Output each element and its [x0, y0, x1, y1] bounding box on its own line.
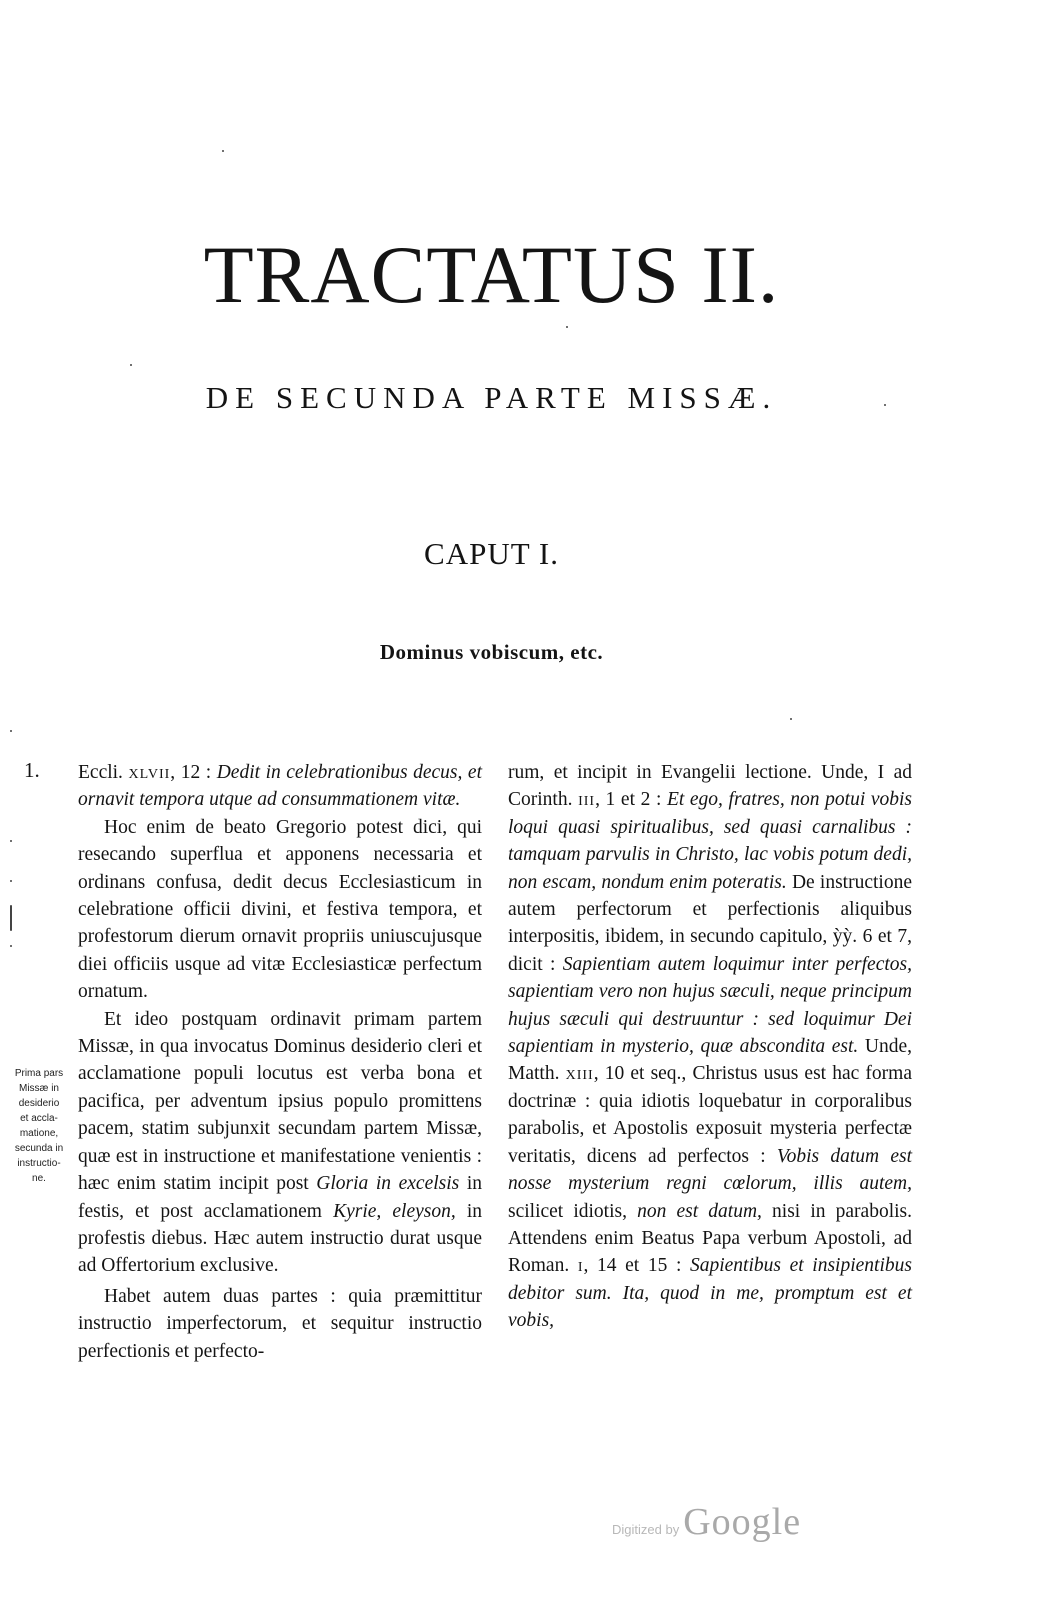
text-run: scilicet idiotis,: [508, 1200, 638, 1222]
italic-quotation: Sapientiam autem loquimur inter perfectos, sapientiam vero non hujus sæculi, neque principum hujus sæculi qui destruuntur : sed loquimur Dei sapientiam in mysterio, quæ abscondita est.: [508, 953, 912, 1058]
text-run: De instructione autem perfectorum et perfectionis aliquibus interpositis, ibidem, in secundo capitulo, ỳỳ. 6 et 7, dicit :: [508, 871, 912, 975]
text-run: in profestis diebus. Hæc autem instructio durat usque ad Offertorium exclusive.: [78, 1200, 482, 1277]
left-paragraph-2: Hoc enim de beato Gregorio potest dici, qui resecando superflua et apponens necessaria et ordinans confusa, dedit decus Ecclesiasticum in celebratione officii divini, et festiva tempora, et profestorum dierum ornavit propriis uniuscujusque diei officiis usque ad vitæ Ecclesiasticæ perfectum ornatum.: [78, 816, 482, 1003]
text-run: , 10 et seq., Christus usus est hac forma doctrinæ : quia idiotis loquebatur in corporalibus parabolis, et Apostolis exposuit mysteria perfectæ veritatis, dicens ad perfectos :: [508, 1063, 912, 1167]
paper-speck: [10, 730, 12, 732]
margin-note-line: Missæ in: [18, 1083, 59, 1094]
paper-speck: [884, 404, 886, 406]
paper-speck: [10, 905, 12, 931]
margin-note-line: ne.: [32, 1173, 46, 1184]
italic-quotation: non est datum,: [637, 1200, 762, 1222]
text-run: nisi in parabolis. Attendens enim Beatus Papa verbum Apostoli, ad Roman.: [508, 1200, 912, 1277]
left-paragraph-3: [78, 1006, 482, 1280]
roman-numeral: iii: [578, 789, 596, 811]
left-paragraph-1: [78, 759, 482, 814]
text-run: rum, et incipit in Evangelii lectione. Unde, I ad Corinth.: [508, 762, 912, 811]
tractatus-title: TRACTATUS II.: [203, 229, 780, 320]
margin-note-line: desiderio: [18, 1098, 60, 1109]
text-run: Et ideo postquam ordinavit primam partem Missæ, in qua invocatus Dominus desiderio cleri et acclamatione populi locutus est verba bona et pacifica, per adventum ipsius populo promittens pacem, statim subjunxit secundam partem Missæ, quæ est in instructione et manifestatione venientis : hæc enim statim incipit post: [78, 1008, 482, 1195]
roman-numeral: i: [577, 1255, 584, 1277]
margin-note: [4, 1066, 74, 1186]
text-run: , 1 et 2 :: [595, 789, 667, 811]
tractatus-subtitle: DE SECUNDA PARTE MISSÆ.: [205, 380, 778, 415]
text-run: Unde, Matth.: [508, 1036, 912, 1085]
paragraph-number: 1.: [24, 758, 40, 782]
left-paragraph-4: Habet autem duas partes : quia præmittitur instructio imperfectorum, et sequitur instructio perfectionis et perfecto-: [78, 1285, 482, 1362]
margin-note-line: matione,: [19, 1128, 59, 1139]
italic-quotation: Et ego, fratres, non potui vobis loqui quasi spiritualibus, sed quasi carnalibus : tamquam parvulis in Christo, lac vobis potum dedi, non escam, nondum enim poteratis.: [508, 789, 913, 893]
digitized-label: Digitized by: [612, 1522, 680, 1537]
paper-speck: [790, 718, 792, 720]
section-heading: Dominus vobiscum, etc.: [379, 640, 604, 664]
italic-quotation: Kyrie, eleyson,: [333, 1200, 456, 1222]
italic-quotation: Gloria in excelsis: [316, 1173, 460, 1195]
text-run: Eccli.: [78, 762, 129, 783]
margin-note-line: instructio-: [17, 1158, 61, 1169]
margin-note-line: secunda in: [14, 1143, 64, 1154]
roman-numeral: xiii: [565, 1063, 594, 1085]
italic-quotation: Sapientibus et insipientibus debitor sum. Ita, quod in me, promptum est et vobis,: [508, 1255, 912, 1332]
margin-note-line: et accla-: [20, 1113, 58, 1124]
google-logo: Google: [683, 1501, 802, 1543]
left-column: [78, 759, 482, 1365]
italic-quotation: Dedit in celebrationibus decus, et ornavit tempora utque ad consummationem vitæ.: [78, 762, 483, 811]
roman-numeral: xlvii: [128, 762, 171, 783]
paper-speck: [10, 840, 12, 842]
paper-speck: [222, 150, 224, 152]
digitized-by-google-watermark: [612, 1500, 801, 1544]
paper-speck: [566, 326, 568, 328]
margin-note-line: Prima pars: [14, 1068, 64, 1079]
paper-speck: [10, 945, 12, 947]
italic-quotation: Vobis datum est nosse mysterium regni cœlorum, illis autem,: [508, 1145, 912, 1195]
right-column: [508, 759, 912, 1335]
right-paragraph: [508, 759, 912, 1335]
text-run: , 12 :: [170, 762, 217, 783]
chapter-heading: CAPUT I.: [424, 536, 559, 571]
text-run: , 14 et 15 :: [583, 1255, 690, 1277]
paper-speck: [10, 880, 12, 882]
text-run: in festis, et post acclamationem: [78, 1173, 482, 1222]
paper-speck: [130, 364, 132, 366]
